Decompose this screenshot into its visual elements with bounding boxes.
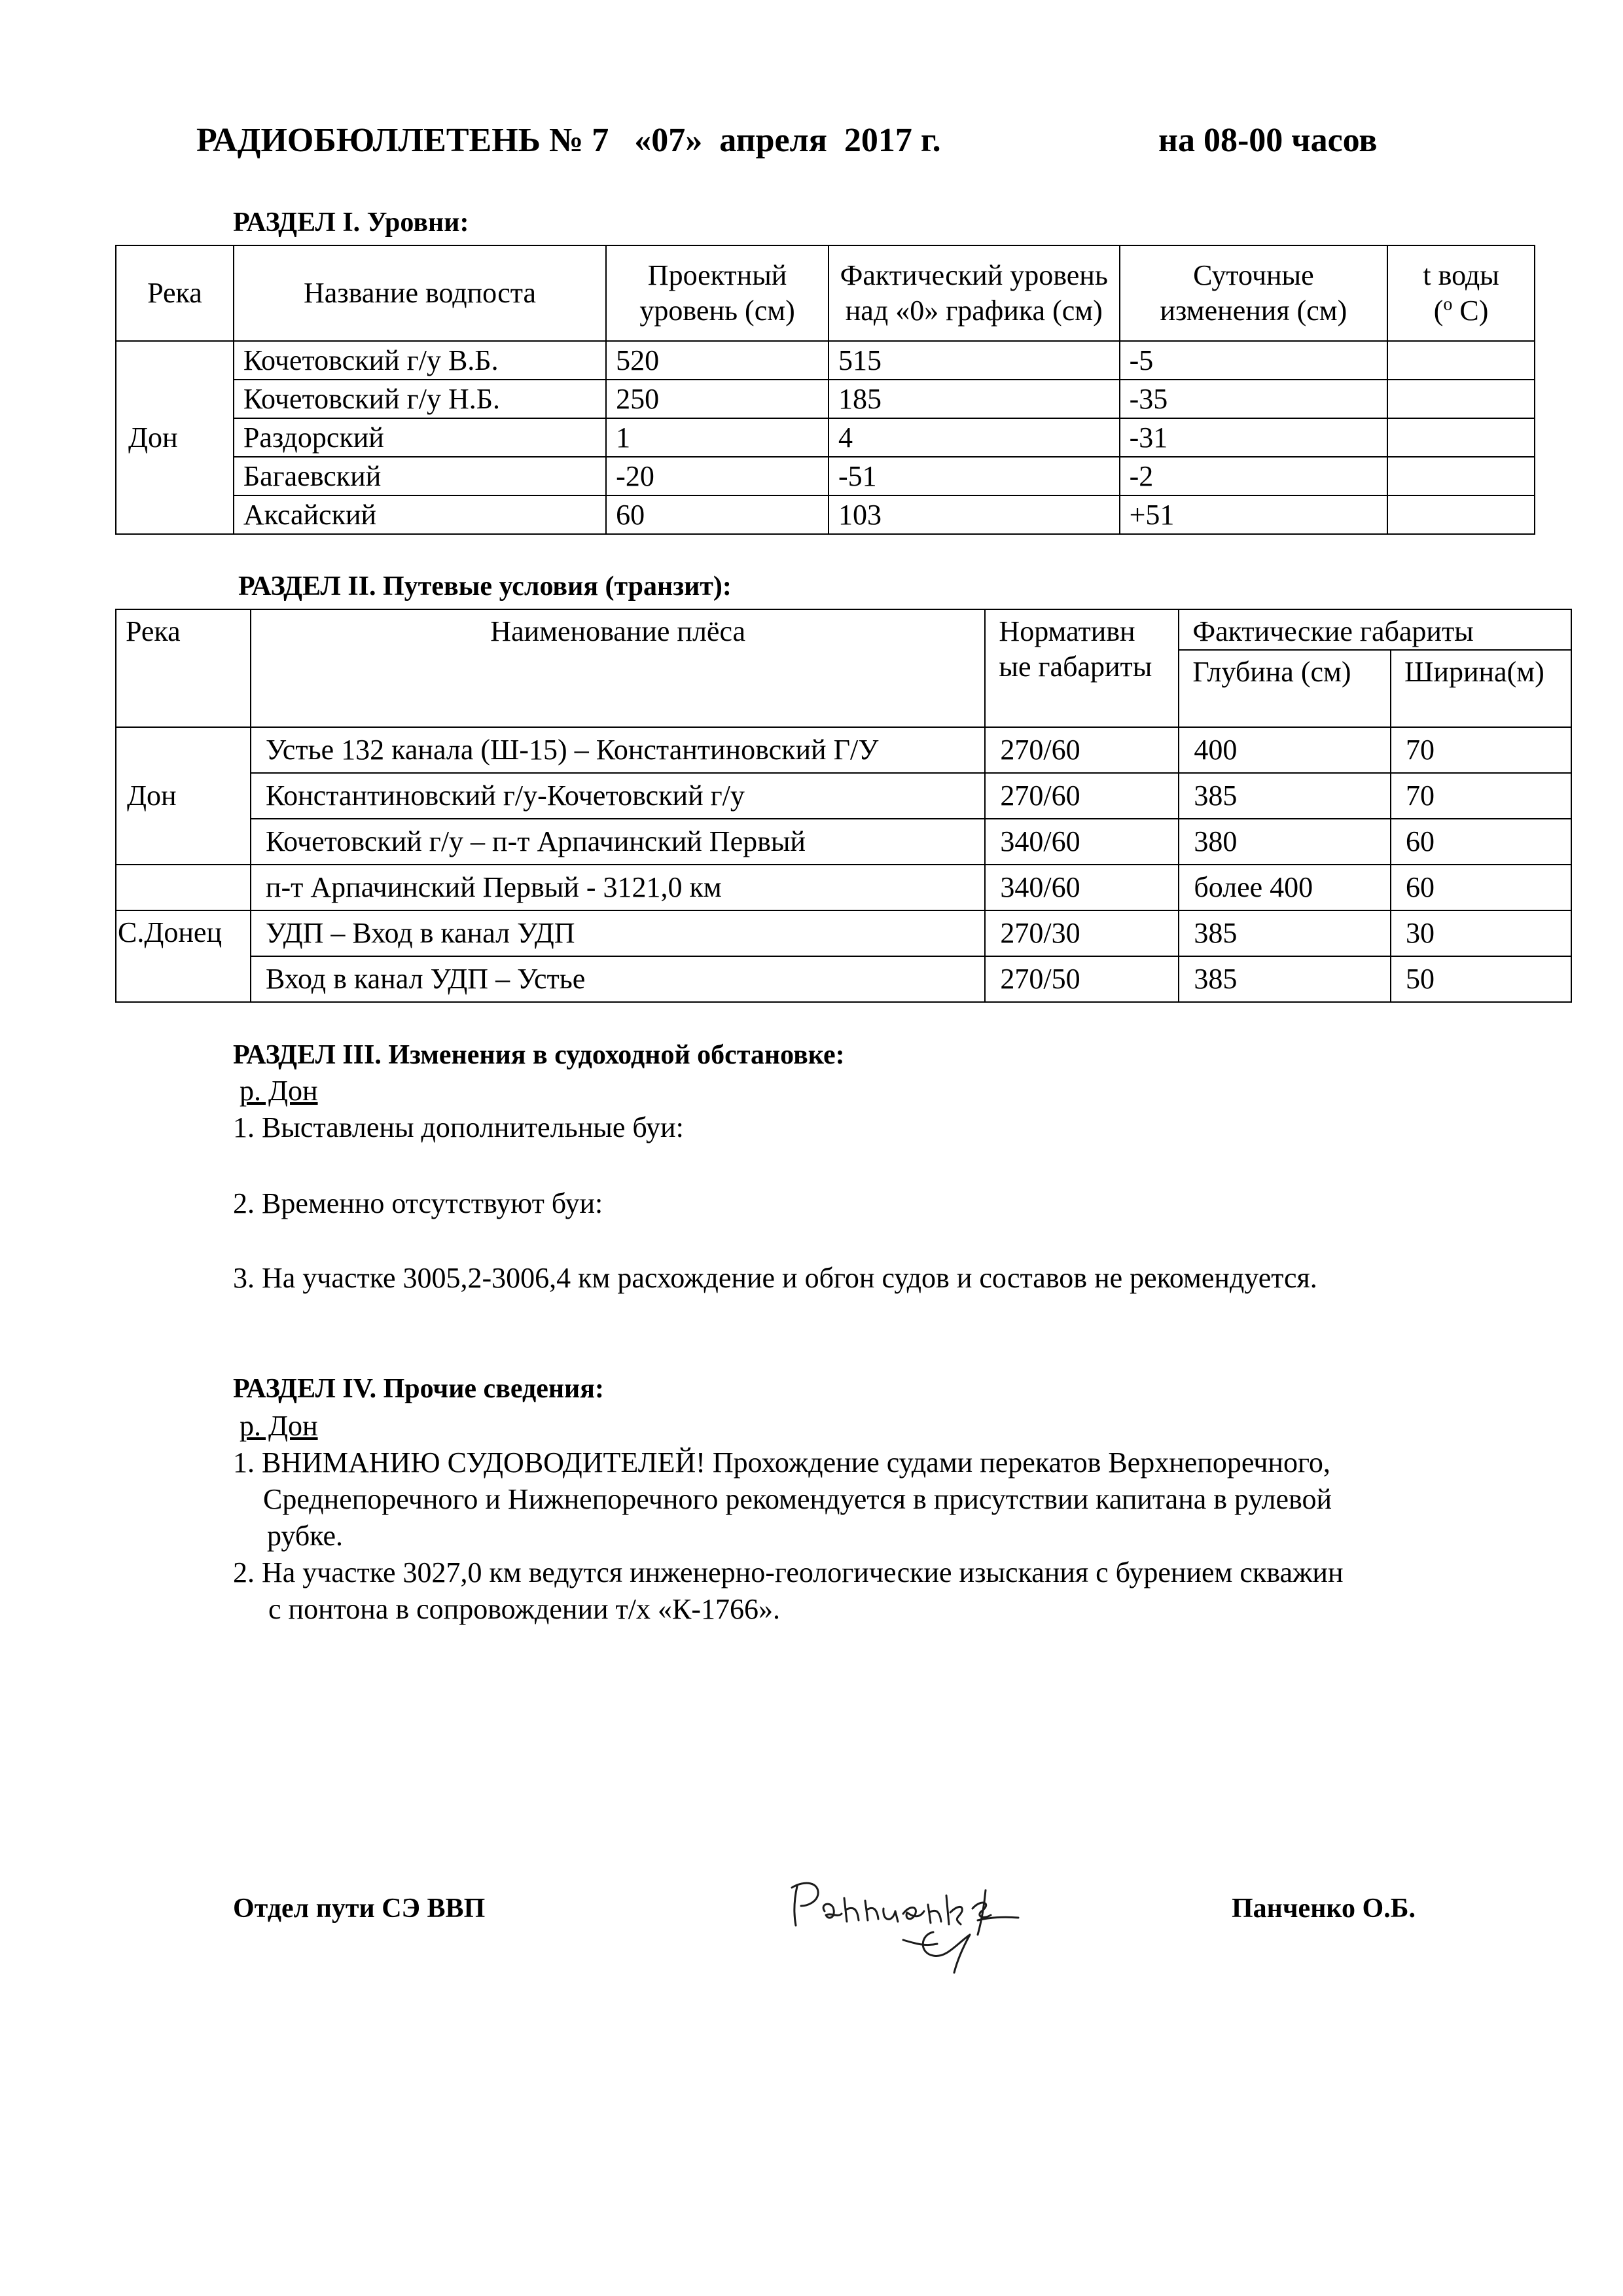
temp-cell (1387, 341, 1535, 380)
department-label: Отдел пути СЭ ВВП (233, 1893, 486, 1924)
reach-cell: Кочетовский г/у – п-т Арпачинский Первый (251, 819, 985, 865)
table-row (116, 457, 1535, 495)
col-header-width: Ширина(м) (1391, 650, 1571, 727)
post-cell: Аксайский (234, 495, 606, 534)
table-row (116, 956, 1571, 1002)
norm-cell: 270/60 (985, 727, 1179, 773)
table-row (116, 773, 1571, 819)
norm-cell: 340/60 (985, 819, 1179, 865)
col-header-depth: Глубина (см) (1179, 650, 1391, 727)
table-row (116, 418, 1535, 457)
section1-heading: РАЗДЕЛ I. Уровни: (233, 207, 469, 238)
signatory-name: Панченко О.Б. (1232, 1893, 1416, 1924)
project-cell: 60 (606, 495, 829, 534)
river-cell-empty (116, 865, 251, 910)
norm-cell: 340/60 (985, 865, 1179, 910)
depth-cell: 385 (1179, 910, 1391, 956)
section4-river: р. Дон (240, 1410, 318, 1442)
temp-cell (1387, 457, 1535, 495)
col-header-actual: Фактический уровень над «0» графика (см) (829, 245, 1120, 341)
section4-item-2-line-1: 2. На участке 3027,0 км ведутся инженерно-геологические изыскания с бурением скважин (233, 1556, 1344, 1588)
col-header-norm: Нормативн ые габариты (985, 609, 1179, 727)
section4-heading: РАЗДЕЛ IV. Прочие сведения: (233, 1374, 604, 1404)
project-cell: 520 (606, 341, 829, 380)
width-cell: 30 (1391, 910, 1571, 956)
section3-item-1: 1. Выставлены дополнительные буи: (233, 1111, 684, 1143)
reach-cell: Константиновский г/у-Кочетовский г/у (251, 773, 985, 819)
col-header-actual: Фактические габариты (1179, 609, 1571, 650)
section2-heading: РАЗДЕЛ II. Путевые условия (транзит): (238, 571, 732, 601)
post-cell: Кочетовский г/у В.Б. (234, 341, 606, 380)
section4-item-1-line-1: 1. ВНИМАНИЮ СУДОВОДИТЕЛЕЙ! Прохождение судами перекатов Верхнепоречного, (233, 1446, 1330, 1479)
actual-cell: -51 (829, 457, 1120, 495)
section3-item-2: 2. Временно отсутствуют буи: (233, 1187, 603, 1219)
degree-superscript: o (1443, 294, 1453, 315)
table-header-row (116, 609, 1571, 650)
depth-cell: 380 (1179, 819, 1391, 865)
bulletin-title: РАДИОБЮЛЛЕТЕНЬ № 7 «07» апреля 2017 г. (196, 122, 941, 159)
project-cell: 250 (606, 380, 829, 418)
section3-river: р. Дон (240, 1075, 318, 1107)
width-cell: 70 (1391, 727, 1571, 773)
actual-cell: 515 (829, 341, 1120, 380)
section4-item-1-line-3: рубке. (267, 1520, 344, 1552)
depth-cell: 400 (1179, 727, 1391, 773)
temp-cell (1387, 495, 1535, 534)
post-cell: Багаевский (234, 457, 606, 495)
col-header-project: Проектный уровень (см) (606, 245, 829, 341)
river-cell-don: Дон (116, 727, 251, 865)
reach-cell: Вход в канал УДП – Устье (251, 956, 985, 1002)
transit-table (115, 609, 1572, 1003)
temp-cell (1387, 380, 1535, 418)
post-cell: Раздорский (234, 418, 606, 457)
signature-icon (785, 1872, 1034, 1977)
table-row (116, 341, 1535, 380)
norm-cell: 270/60 (985, 773, 1179, 819)
section3-heading: РАЗДЕЛ III. Изменения в судоходной обстановке: (233, 1040, 845, 1070)
table-row (116, 910, 1571, 956)
col-header-change: Суточные изменения (см) (1120, 245, 1388, 341)
river-cell-donets: С.Донец (116, 910, 251, 1002)
reach-cell: Устье 132 канала (Ш-15) – Константиновский Г/У (251, 727, 985, 773)
depth-cell: 385 (1179, 956, 1391, 1002)
temp-header-main: t воды (1423, 259, 1499, 292)
col-header-reach: Наименование плёса (251, 609, 985, 727)
width-cell: 60 (1391, 865, 1571, 910)
change-cell: +51 (1120, 495, 1388, 534)
handwritten-signature (785, 1872, 1034, 1980)
change-cell: -5 (1120, 341, 1388, 380)
table-row (116, 865, 1571, 910)
table-row (116, 819, 1571, 865)
project-cell: -20 (606, 457, 829, 495)
actual-cell: 185 (829, 380, 1120, 418)
col-header-post: Название водпоста (234, 245, 606, 341)
table-header-row (116, 245, 1535, 341)
col-header-river: Река (116, 609, 251, 727)
post-cell: Кочетовский г/у Н.Б. (234, 380, 606, 418)
table-row (116, 380, 1535, 418)
temp-cell (1387, 418, 1535, 457)
depth-cell: более 400 (1179, 865, 1391, 910)
project-cell: 1 (606, 418, 829, 457)
table-row (116, 727, 1571, 773)
section3-item-3: 3. На участке 3005,2-3006,4 км расхождение и обгон судов и составов не рекомендуется. (233, 1262, 1317, 1294)
levels-table (115, 245, 1535, 535)
col-header-temp: t воды ($^o$ C) (1387, 245, 1535, 341)
actual-cell: 103 (829, 495, 1120, 534)
river-cell: Дон (116, 341, 234, 534)
change-cell: -2 (1120, 457, 1388, 495)
norm-cell: 270/50 (985, 956, 1179, 1002)
page-title (196, 121, 1378, 160)
change-cell: -35 (1120, 380, 1388, 418)
depth-cell: 385 (1179, 773, 1391, 819)
col-header-river: Река (116, 245, 234, 341)
width-cell: 70 (1391, 773, 1571, 819)
norm-cell: 270/30 (985, 910, 1179, 956)
width-cell: 50 (1391, 956, 1571, 1002)
section4-item-1-line-2: Среднепоречного и Нижнепоречного рекомендуется в присутствии капитана в рулевой (263, 1483, 1332, 1515)
table-row (116, 495, 1535, 534)
reach-cell: п-т Арпачинский Первый - 3121,0 км (251, 865, 985, 910)
reach-cell: УДП – Вход в канал УДП (251, 910, 985, 956)
section4-item-2-line-2: с понтона в сопровождении т/х «К-1766». (268, 1593, 780, 1625)
change-cell: -31 (1120, 418, 1388, 457)
actual-cell: 4 (829, 418, 1120, 457)
bulletin-time: на 08-00 часов (1158, 122, 1378, 159)
width-cell: 60 (1391, 819, 1571, 865)
